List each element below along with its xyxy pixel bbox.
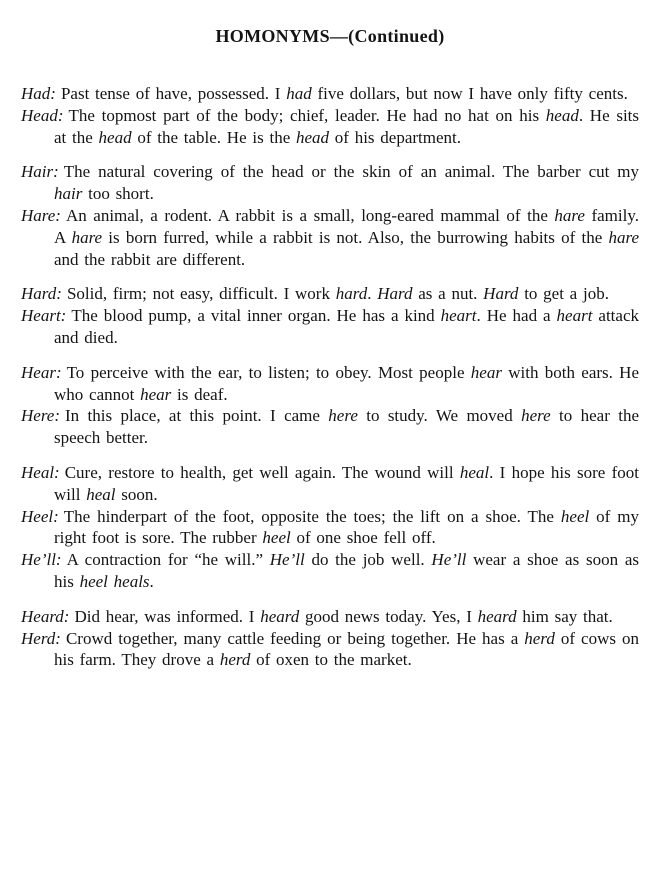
definition-run: Crowd together, many cattle feeding or being together. He has a (65, 628, 525, 648)
page-title: HOMONYMS—(Continued) (215, 26, 445, 46)
definition-run: to hear the speech better. (54, 406, 639, 448)
homonym-entry (21, 506, 639, 550)
entries-container (21, 83, 639, 671)
definition-run: To perceive with the ear, to listen; to obey. Most people (66, 362, 471, 382)
definition-run: A contraction for “he will.” (66, 550, 270, 570)
definition-run: heel heals (79, 571, 150, 591)
definition-run: heard (260, 606, 300, 626)
definition-run: attack and died. (54, 306, 639, 347)
definition-run: of the table. He is the (131, 127, 296, 147)
definition-run: herd (524, 628, 555, 648)
definition-run: soon. (115, 484, 158, 504)
homonym-group (21, 362, 639, 449)
homonym-entry (21, 405, 639, 449)
definition-run: and the rabbit are different. (54, 249, 246, 269)
homonym-definition (54, 206, 639, 269)
homonym-definition (54, 363, 639, 404)
definition-run: . He had a (476, 306, 557, 326)
definition-run: family. A (54, 205, 639, 247)
homonym-entry (21, 362, 639, 406)
homonym-definition (67, 284, 609, 303)
definition-run: of his department. (329, 127, 462, 147)
definition-run: Solid, firm; not easy, difficult. I work (66, 284, 336, 304)
homonym-term: Hare: (21, 205, 61, 225)
homonym-term: Herd: (21, 628, 61, 648)
definition-run: The blood pump, a vital inner organ. He has a kind (71, 306, 441, 326)
homonym-term: He’ll: (21, 550, 62, 570)
homonym-term: Hair: (21, 162, 59, 182)
homonym-term: Heel: (21, 506, 59, 526)
homonym-term: Here: (21, 406, 61, 426)
definition-run: with both ears. He who cannot (54, 362, 639, 404)
definition-run: The natural covering of the head or the skin of an animal. The barber cut my (63, 162, 639, 182)
homonym-entry (21, 305, 639, 349)
homonym-entry (21, 105, 639, 149)
definition-run: . (149, 571, 154, 591)
definition-run: head (545, 105, 579, 125)
definition-run: In this place, at this point. I came (65, 406, 329, 426)
definition-run: heel (560, 506, 590, 526)
definition-run: heal (459, 462, 490, 482)
definition-run: as a nut. (412, 284, 484, 304)
definition-run: herd (219, 650, 251, 670)
definition-run: too short. (82, 184, 154, 204)
homonym-definition (54, 507, 639, 548)
homonym-entry (21, 283, 639, 305)
definition-run: of my right foot is sore. The rubber (54, 506, 639, 548)
definition-run: heel (262, 528, 291, 548)
definition-run: do the job well. (304, 550, 432, 570)
definition-run: hear (470, 362, 502, 382)
homonym-entry (21, 628, 639, 672)
definition-run: He’ll (431, 550, 467, 570)
definition-run: heart (440, 306, 477, 326)
definition-run: Cure, restore to health, get well again. The wound will (64, 462, 460, 482)
definition-run: An animal, a rodent. A rabbit is a small, long-eared mammal of the (65, 205, 555, 225)
definition-run: head (296, 127, 330, 147)
homonym-entry (21, 83, 639, 105)
definition-run: . He sits at the (54, 105, 639, 147)
definition-run: is deaf. (171, 384, 228, 404)
definition-run: heard (477, 606, 517, 626)
definition-run: here (521, 406, 551, 426)
definition-run: him say that. (516, 606, 613, 626)
definition-run: hard (335, 284, 368, 304)
definition-run: The topmost part of the body; chief, leader. He had no hat on his (68, 105, 546, 125)
definition-run: to get a job. (518, 284, 609, 304)
homonym-group (21, 83, 639, 148)
definition-run: The hinderpart of the foot, opposite the toes; the lift on a shoe. The (63, 506, 561, 526)
homonym-entry (21, 606, 639, 628)
definition-run: heal (86, 484, 116, 504)
definition-run: . (367, 284, 378, 304)
definition-run: He’ll (269, 550, 305, 570)
homonym-entry (21, 462, 639, 506)
homonym-term: Hear: (21, 362, 62, 382)
definition-run: Hard (377, 284, 413, 304)
homonym-definition (54, 106, 639, 147)
definition-run: good news today. Yes, I (299, 606, 478, 626)
homonym-term: Heal: (21, 462, 60, 482)
definition-run: to study. We moved (357, 406, 522, 426)
homonym-definition (54, 463, 639, 504)
definition-run: hare (554, 205, 585, 225)
definition-run: hear (140, 384, 172, 404)
homonym-term: Hard: (21, 284, 62, 304)
definition-run: of one shoe fell off. (290, 528, 436, 548)
homonym-group (21, 606, 639, 671)
homonym-definition (54, 306, 639, 347)
definition-run: had (286, 84, 312, 103)
homonym-term: Had: (21, 84, 56, 103)
definition-run: . I hope his sore foot will (54, 462, 639, 504)
definition-run: of oxen to the market. (250, 650, 412, 670)
homonym-term: Heard: (21, 606, 70, 626)
definition-run: of cows on his farm. They drove a (54, 628, 639, 670)
homonym-entry (21, 161, 639, 205)
homonym-term: Head: (21, 105, 64, 125)
definition-run: Hard (483, 284, 519, 304)
definition-run: heart (556, 306, 593, 326)
definition-run: hair (54, 184, 83, 204)
homonym-entry (21, 205, 639, 270)
definition-run: five dollars, but now I have only fifty cents. (311, 84, 628, 103)
homonym-group (21, 161, 639, 270)
definition-run: hare (71, 227, 103, 247)
homonym-entry (21, 549, 639, 593)
definition-run: is born furred, while a rabbit is not. Also, the burrowing habits of the (102, 227, 609, 247)
homonym-group (21, 462, 639, 593)
definition-run: Did hear, was informed. I (74, 606, 261, 626)
homonym-definition (54, 406, 639, 447)
homonym-definition (61, 84, 628, 103)
homonym-term: Heart: (21, 306, 67, 326)
homonym-definition (54, 629, 639, 670)
homonym-definition (74, 607, 612, 626)
homonym-group (21, 283, 639, 348)
definition-run: hare (608, 227, 639, 247)
homonym-definition (54, 550, 639, 591)
definition-run: head (98, 127, 132, 147)
homonym-definition (54, 162, 639, 203)
definition-run: here (328, 406, 358, 426)
definition-run: Past tense of have, possessed. I (60, 84, 287, 103)
definition-run: wear a shoe as soon as his (54, 550, 639, 591)
